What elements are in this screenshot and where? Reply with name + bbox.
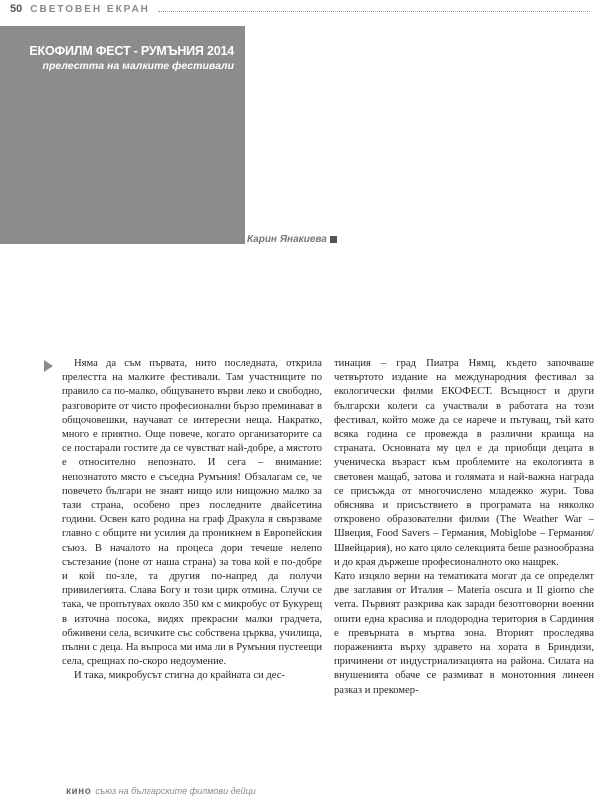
paragraph: тинация – град Пиатра Нямц, където започваше четвъртото издание на международния фестивал за екологически филми ЕКОФЕСТ. Всъщност и други български колеги са участвали в работата на този фестивал, който може да се нарече и пътуващ, тъй като всяка година се провежда в различни краища на страната. Основната му цел е да приобщи децата в ученическа възраст към проблемите на екологията в световен мащаб, затова и голямата и най-важна награда се присъжда от многочислено младежко жури. Това обяснява и присъствието в програмата на няколко откровено образователни филми (The Weather War – Швеция, Food Savers – Германия, Mobiglobe – Германия/Швейцария), но като цяло селекцията беше разнообразна и до края държеше професионалното око нащрек. bbox=[334, 358, 594, 568]
footer-logo: кино bbox=[66, 785, 92, 797]
page-footer bbox=[66, 784, 256, 798]
column-left bbox=[62, 357, 322, 777]
section-name: СВЕТОВЕН ЕКРАН bbox=[30, 3, 150, 15]
paragraph: Няма да съм първата, нито последната, открила прелестта на малките фестивали. Там участниците по правило са по-малко, общуването върви леко и свободно, разговорите от чисто професионални бързо преминават в общочовешки, научават се интересни неща. Накратко, много е приятно. Още повече, когато организаторите са се постарали гостите да се чувстват най-добре, а мястото е относително непознато. И сега – внимание: непознатото място е съседна Румъния! Обзалагам се, че повечето българи не знаят нищо или нищожно малко за тази страна, особено през последните двайсетина години. Освен като родина на граф Дракула я свързваме главно с общите ни усилия да проникнем в Европейския съюз. В началото на процеса дори течеше нелепо състезание (поне от наша страна) за това кой е по-добре и кой по-зле, та другия по-напред да получи привилегията. Слава Богу и този цирк отмина. Случи се така, че пропътувах около 350 км с микробус от Букурещ в източна посока, видях прекрасни малки градчета, обживени села, всичките със собствена църква, училища, пълни с деца. На въпроса ми има ли в Румъния пустеещи села, срещнах по-скоро недоумение. bbox=[62, 358, 322, 668]
article-body bbox=[62, 357, 594, 777]
article-title: ЕКОФИЛМ ФЕСТ - РУМЪНИЯ 2014 bbox=[29, 44, 234, 58]
article-subtitle: прелестта на малките фестивали bbox=[42, 60, 234, 72]
title-block bbox=[14, 44, 234, 72]
running-head bbox=[10, 0, 590, 18]
column-right bbox=[334, 357, 594, 777]
page-number: 50 bbox=[10, 3, 23, 15]
byline bbox=[245, 232, 337, 246]
footer-text: съюз на българските филмови дейци bbox=[95, 786, 256, 796]
dotted-rule bbox=[158, 10, 590, 12]
paragraph: И така, микробусът стигна до крайната си дес- bbox=[74, 670, 285, 682]
paragraph: Като изцяло верни на тематиката могат да се определят две заглавия от Италия – Materia oscura и Il giorno che verra. Първият разкрива как заради безотговорни военни опити една красива и плодородна територия в Сардиния е превърната в мъртва зона. Вторият проследява пораженията върху здравето на хората в Бриндизи, причинени от индустриализацията на района. Силата на внушенията обаче се размиват в монотонния линеен разказ и прекомер- bbox=[334, 571, 594, 696]
title-panel bbox=[0, 26, 245, 244]
author-name: Карин Янакиева bbox=[247, 233, 327, 245]
byline-square-icon bbox=[330, 236, 337, 243]
lead-arrow-icon bbox=[44, 360, 53, 372]
